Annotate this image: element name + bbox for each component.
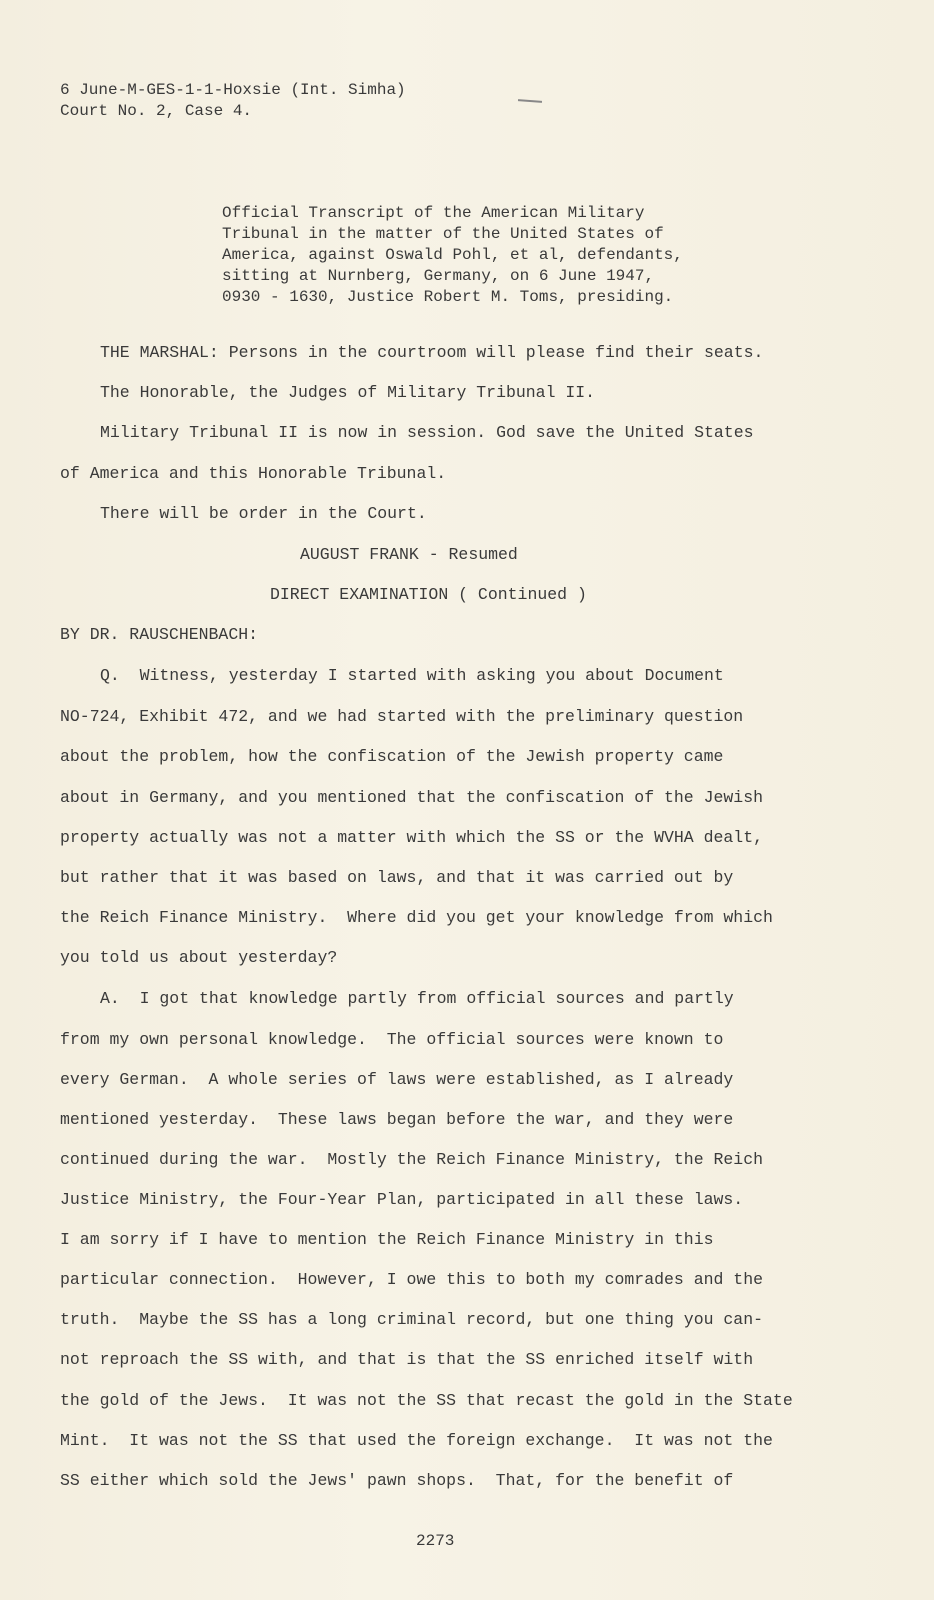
section-heading: DIRECT EXAMINATION ( Continued ) <box>270 585 587 604</box>
caption-line: America, against Oswald Pohl, et al, defendants, <box>222 246 683 264</box>
pencil-mark <box>518 99 542 103</box>
transcript-line: of America and this Honorable Tribunal. <box>60 464 447 483</box>
transcript-line: Military Tribunal II is now in session. God save the United States <box>100 423 754 442</box>
transcript-line: A. I got that knowledge partly from official sources and partly <box>100 989 734 1008</box>
transcript-line: Mint. It was not the SS that used the foreign exchange. It was not the <box>60 1431 773 1450</box>
transcript-line: I am sorry if I have to mention the Reich Finance Ministry in this <box>60 1230 714 1249</box>
transcript-line: The Honorable, the Judges of Military Tribunal II. <box>100 383 596 402</box>
transcript-line: BY DR. RAUSCHENBACH: <box>60 625 259 644</box>
transcript-line: continued during the war. Mostly the Reich Finance Ministry, the Reich <box>60 1150 764 1169</box>
page-number: 2273 <box>416 1532 455 1550</box>
transcript-line: THE MARSHAL: Persons in the courtroom will please find their seats. <box>100 343 764 362</box>
transcript-line: property actually was not a matter with which the SS or the WVHA dealt, <box>60 828 764 847</box>
header-line-2: Court No. 2, Case 4. <box>60 102 253 120</box>
caption-line: sitting at Nurnberg, Germany, on 6 June 1947, <box>222 267 655 285</box>
section-heading: AUGUST FRANK - Resumed <box>300 545 518 564</box>
transcript-line: about in Germany, and you mentioned that the confiscation of the Jewish <box>60 788 764 807</box>
transcript-line: but rather that it was based on laws, and that it was carried out by <box>60 868 734 887</box>
transcript-line: about the problem, how the confiscation of the Jewish property came <box>60 747 724 766</box>
transcript-line: particular connection. However, I owe this to both my comrades and the <box>60 1270 764 1289</box>
caption-line: Tribunal in the matter of the United States of <box>222 225 664 243</box>
transcript-line: NO-724, Exhibit 472, and we had started with the preliminary question <box>60 707 744 726</box>
caption-line: Official Transcript of the American Military <box>222 204 645 222</box>
transcript-line: mentioned yesterday. These laws began before the war, and they were <box>60 1110 734 1129</box>
transcript-line: the gold of the Jews. It was not the SS that recast the gold in the State <box>60 1391 793 1410</box>
transcript-line: you told us about yesterday? <box>60 948 338 967</box>
transcript-line: truth. Maybe the SS has a long criminal record, but one thing you can- <box>60 1310 764 1329</box>
transcript-line: every German. A whole series of laws were established, as I already <box>60 1070 734 1089</box>
transcript-line: from my own personal knowledge. The official sources were known to <box>60 1030 724 1049</box>
transcript-line: the Reich Finance Ministry. Where did you get your knowledge from which <box>60 908 773 927</box>
transcript-line: Q. Witness, yesterday I started with asking you about Document <box>100 666 724 685</box>
transcript-caption <box>222 203 683 308</box>
transcript-line: Justice Ministry, the Four-Year Plan, participated in all these laws. <box>60 1190 744 1209</box>
transcript-line: SS either which sold the Jews' pawn shops. That, for the benefit of <box>60 1471 734 1490</box>
header-line-1: 6 June-M-GES-1-1-Hoxsie (Int. Simha) <box>60 81 406 99</box>
transcript-line: There will be order in the Court. <box>100 504 427 523</box>
transcript-line: not reproach the SS with, and that is that the SS enriched itself with <box>60 1350 754 1369</box>
caption-line: 0930 - 1630, Justice Robert M. Toms, presiding. <box>222 288 674 306</box>
